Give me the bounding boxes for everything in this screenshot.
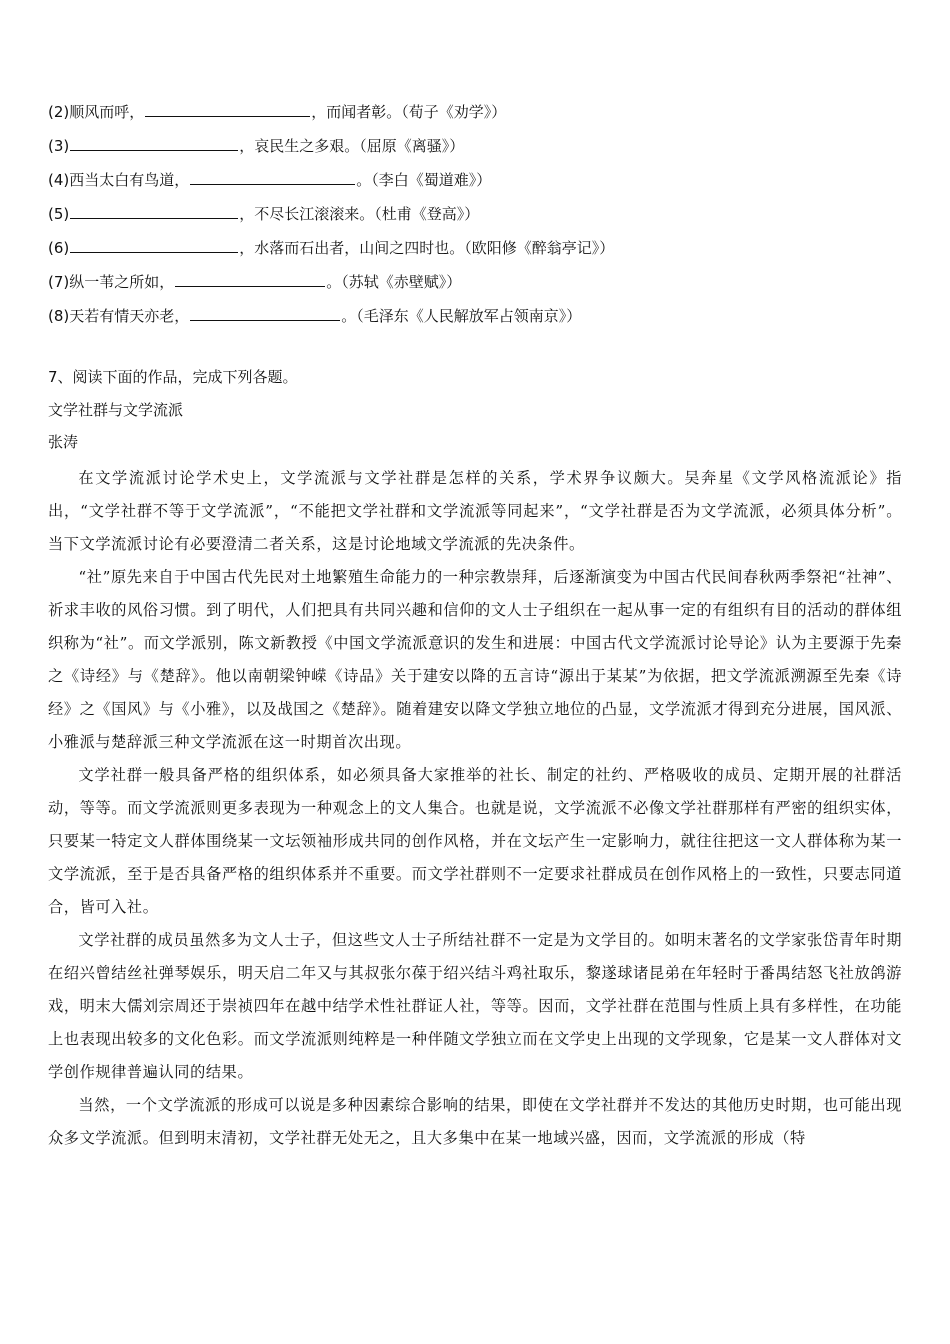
article-title: 文学社群与文学流派: [48, 401, 184, 419]
item-number: (2): [48, 103, 70, 121]
item-number: (6): [48, 239, 70, 257]
answer-blank[interactable]: [70, 134, 238, 151]
article-paragraph: 文学社群一般具备严格的组织体系，如必须具备大家推举的社长、制定的社约、严格吸收的成员、定期开展的社群活动，等等。而文学流派则更多表现为一种观念上的文人集合。也就是说，文学流派不必像文学社群那样有严密的组织实体，只要某一特定文人群体围绕某一文坛领袖形成共同的创作风格，并在文坛产生一定影响力，就往往把这一文人群体称为某一文学流派，至于是否具备严格的组织体系并不重要。而文学社群则不一定要求社群成员在创作风格上的一致性，只要志同道合，皆可入社。: [48, 766, 902, 916]
article-author: 张涛: [48, 433, 79, 451]
item-number: (4): [48, 171, 70, 189]
item-text-after: ，哀民生之多艰。（屈原《离骚》）: [239, 137, 465, 155]
article-paragraph: “社”原先来自于中国古代先民对土地繁殖生命能力的一种宗教崇拜，后逐渐演变为中国古代民间春秋两季祭祀“社神”、祈求丰收的风俗习惯。到了明代，人们把具有共同兴趣和信仰的文人士子组织在一起从事一定的有组织有目的活动的群体组织称为“社”。而文学派别，陈文新教授《中国文学流派意识的发生和进展：中国古代文学流派讨论导论》认为主要源于先秦之《诗经》与《楚辞》。他以南朝梁钟嵘《诗品》关于建安以降的五言诗“源出于某某”为依据，把文学流派溯源至先秦《诗经》之《国风》与《小雅》，以及战国之《楚辞》。随着建安以降文学独立地位的凸显，文学流派才得到充分进展，国风派、小雅派与楚辞派三种文学流派在这一时期首次出现。: [48, 568, 902, 751]
answer-blank[interactable]: [175, 270, 325, 287]
item-text-after: ，而闻者彰。（荀子《劝学》）: [311, 103, 507, 121]
item-text-before: 天若有情天亦老，: [69, 307, 190, 325]
fill-item: [48, 167, 908, 201]
item-number: (3): [48, 137, 70, 155]
item-number: (8): [48, 307, 70, 325]
fill-item: [48, 133, 908, 167]
question-title: 7、阅读下面的作品，完成下列各题。: [48, 368, 298, 386]
article-paragraph: 在文学流派讨论学术史上，文学流派与文学社群是怎样的关系，学术界争议颇大。吴奔星《文学风格流派论》指出，“文学社群不等于文学流派”，“不能把文学社群和文学流派等同起来”，“文学社群是否为文学流派，必须具体分析”。当下文学流派讨论有必要澄清二者关系，这是讨论地域文学流派的先决条件。: [48, 469, 902, 553]
fill-item: [48, 201, 908, 235]
fill-item: [48, 269, 908, 303]
answer-blank[interactable]: [70, 236, 238, 253]
answer-blank[interactable]: [145, 100, 310, 117]
article-body: [48, 462, 902, 1155]
item-text-after: 。（李白《蜀道难》）: [356, 171, 492, 189]
article-paragraph: 文学社群的成员虽然多为文人士子，但这些文人士子所结社群不一定是为文学目的。如明末著名的文学家张岱青年时期在绍兴曾结丝社弹琴娱乐，明天启二年又与其叔张尔葆于绍兴结斗鸡社取乐，黎遂球诸昆弟在年轻时于番禺结怒飞社放鸽游戏，明末大儒刘宗周还于崇祯四年在越中结学术性社群证人社，等等。因而，文学社群在范围与性质上具有多样性，在功能上也表现出较多的文化色彩。而文学流派则纯粹是一种伴随文学独立而在文学史上出现的文学现象，它是某一文人群体对文学创作规律普遍认同的结果。: [48, 931, 902, 1081]
fill-in-blank-list: [48, 99, 908, 337]
item-text-before: 顺风而呼，: [69, 103, 145, 121]
item-text-after: ，水落而石出者，山间之四时也。（欧阳修《醉翁亭记》）: [239, 239, 615, 257]
item-text-before: 纵一苇之所如，: [69, 273, 175, 291]
answer-blank[interactable]: [190, 304, 340, 321]
item-text-after: 。（毛泽东《人民解放军占领南京》）: [341, 307, 582, 325]
item-number: (5): [48, 205, 70, 223]
item-text-after: ，不尽长江滚滚来。（杜甫《登高》）: [239, 205, 480, 223]
article-paragraph: 当然，一个文学流派的形成可以说是多种因素综合影响的结果，即使在文学社群并不发达的其他历史时期，也可能出现众多文学流派。但到明末清初，文学社群无处无之，且大多集中在某一地域兴盛，因而，文学流派的形成（特: [48, 1096, 902, 1147]
answer-blank[interactable]: [190, 168, 355, 185]
item-number: (7): [48, 273, 70, 291]
fill-item: [48, 235, 908, 269]
fill-item: [48, 99, 908, 133]
item-text-before: 西当太白有鸟道，: [69, 171, 190, 189]
answer-blank[interactable]: [70, 202, 238, 219]
item-text-after: 。（苏轼《赤壁赋》）: [326, 273, 462, 291]
fill-item: [48, 303, 908, 337]
